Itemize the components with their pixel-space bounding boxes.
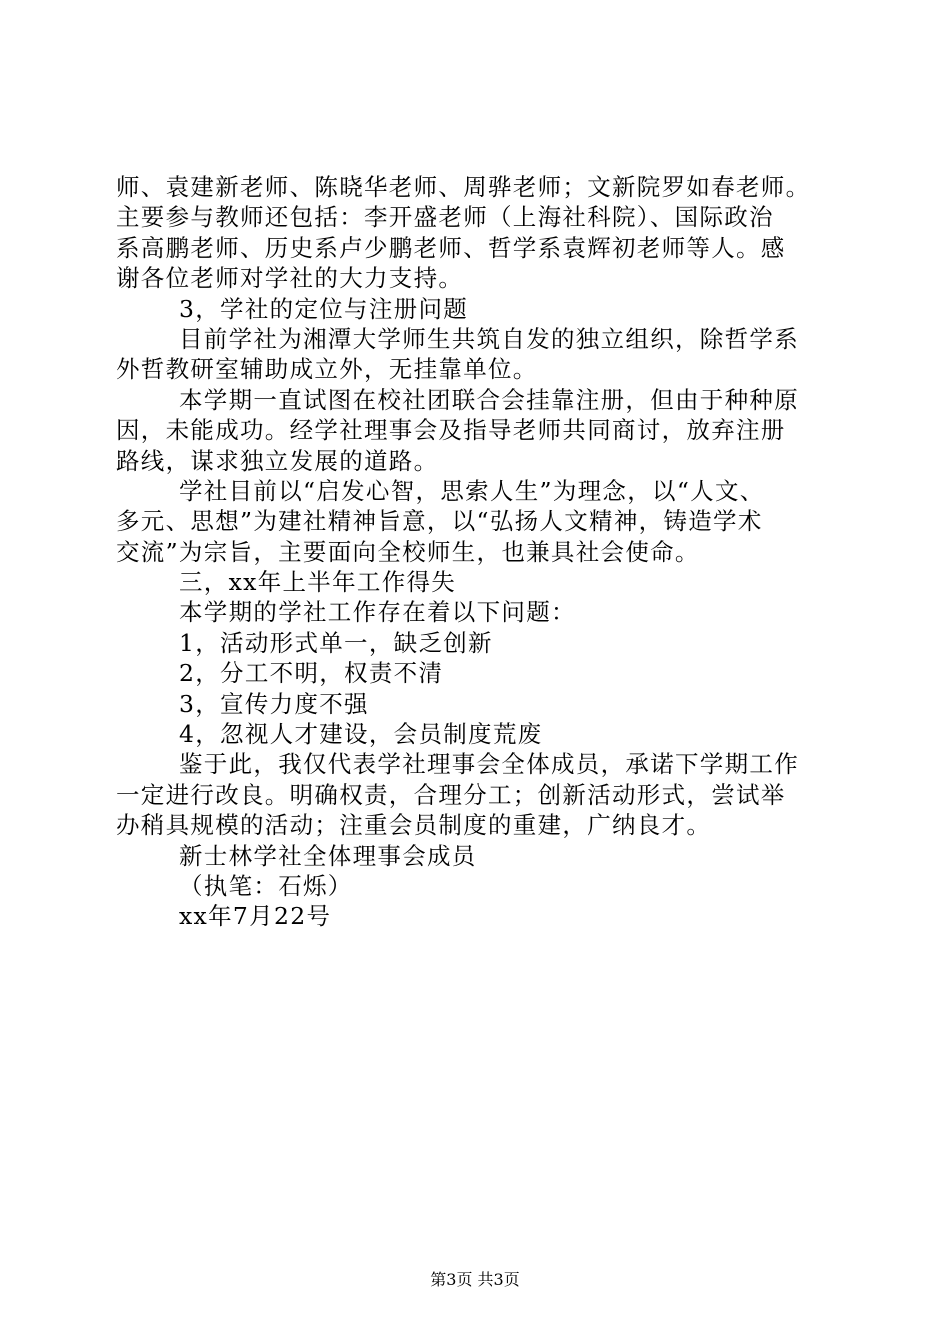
body-line: 路线，谋求独立发展的道路。 bbox=[116, 446, 439, 475]
body-line: 系高鹏老师、历史系卢少鹏老师、哲学系袁辉初老师等人。感 bbox=[116, 233, 786, 262]
body-line: 外哲教研室辅助成立外，无挂靠单位。 bbox=[116, 355, 538, 384]
body-line: 一定进行改良。明确权责，合理分工；创新活动形式，尝试举 bbox=[116, 780, 786, 809]
body-line: 办稍具规模的活动；注重会员制度的重建，广纳良才。 bbox=[116, 811, 712, 840]
body-line: 主要参与教师还包括：李开盛老师（上海社科院）、国际政治 bbox=[116, 203, 774, 232]
list-item: 1，活动形式单一，缺乏创新 bbox=[179, 628, 493, 657]
section-heading: 三，xx年上半年工作得失 bbox=[179, 568, 457, 597]
body-line: 因，未能成功。经学社理事会及指导老师共同商讨，放弃注册 bbox=[116, 416, 786, 445]
body-line: 学社目前以“启发心智，思索人生”为理念，以“人文、 bbox=[179, 476, 765, 505]
signature-author: （执笔：石烁） bbox=[179, 871, 353, 900]
signature-org: 新士林学社全体理事会成员 bbox=[179, 841, 477, 870]
signature-date: xx年7月22号 bbox=[179, 902, 332, 931]
body-line: 目前学社为湘潭大学师生共筑自发的独立组织，除哲学系 bbox=[179, 324, 799, 353]
list-item: 3，宣传力度不强 bbox=[179, 689, 369, 718]
body-line: 谢各位老师对学社的大力支持。 bbox=[116, 264, 464, 293]
body-line: 多元、思想”为建社精神旨意，以“弘扬人文精神，铸造学术 bbox=[116, 507, 763, 536]
body-line: 师、袁建新老师、陈晓华老师、周骅老师；文新院罗如春老师。 bbox=[116, 173, 811, 201]
body-line: 本学期一直试图在校社团联合会挂靠注册，但由于种种原 bbox=[179, 385, 799, 414]
body-line: 鉴于此，我仅代表学社理事会全体成员，承诺下学期工作 bbox=[179, 750, 799, 779]
list-item: 4，忽视人才建设，会员制度荒废 bbox=[179, 720, 543, 749]
list-item: 2，分工不明，权责不清 bbox=[179, 659, 444, 688]
section-heading: 3，学社的定位与注册问题 bbox=[179, 294, 469, 323]
document-body bbox=[116, 172, 836, 932]
page-number-footer: 第3页 共3页 bbox=[430, 1270, 520, 1289]
body-line: 交流”为宗旨，主要面向全校师生，也兼具社会使命。 bbox=[116, 537, 700, 566]
body-line: 本学期的学社工作存在着以下问题： bbox=[179, 598, 576, 627]
